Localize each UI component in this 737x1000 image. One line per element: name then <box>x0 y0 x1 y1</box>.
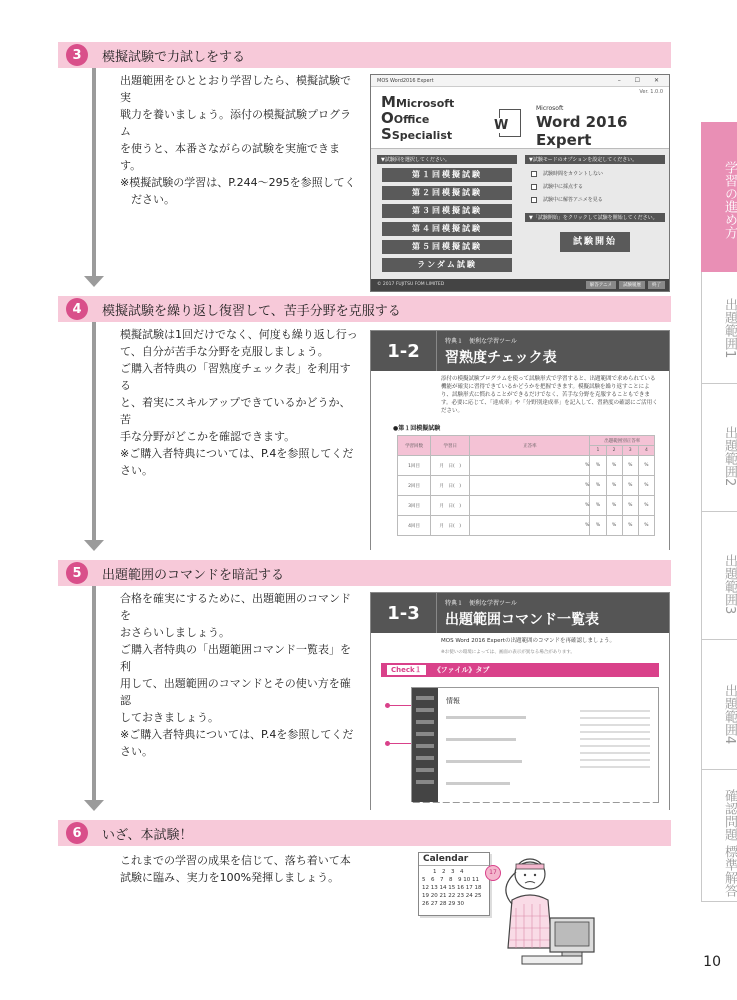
placeholder-line <box>446 782 510 785</box>
option-answer-anime[interactable]: 試験中に解答アニメを見る <box>531 196 665 203</box>
table-row: 3回目 月 日( ) % % % % % <box>398 496 655 516</box>
tab-exam-range-4[interactable] <box>701 640 737 770</box>
step-3-header <box>58 42 671 68</box>
book-excerpt-1-3 <box>370 592 670 810</box>
exam-3-button[interactable]: 第３回模擬試験 <box>382 204 512 218</box>
answer-anime-button[interactable]: 解答アニメ <box>586 281 616 289</box>
flow-arrowhead <box>84 540 104 551</box>
copyright: © 2017 FUJITSU FOM LIMITED <box>377 282 445 287</box>
logo-line: SSpecialist <box>381 125 453 143</box>
option-no-timer[interactable]: 試験時間をカウントしない <box>531 170 665 177</box>
body-line: ご購入者特典の「習熟度チェック表」を利用する <box>120 362 351 392</box>
table-row: 4回目 月 日( ) % % % % % <box>398 516 655 536</box>
logo-line: OOffice <box>381 109 430 127</box>
product-name: Word 2016 Expert <box>536 113 628 149</box>
properties-panel <box>580 710 650 773</box>
exam-2-button[interactable]: 第２回模擬試験 <box>382 186 512 200</box>
tab-exam-range-2[interactable] <box>701 384 737 512</box>
book-header <box>371 331 669 371</box>
table-header-row <box>398 436 655 446</box>
step-5-body <box>120 590 360 760</box>
backstage-heading: 情報 <box>446 697 460 705</box>
step-title: 模擬試験で力試しをする <box>102 49 246 65</box>
callout-line <box>389 743 411 744</box>
check-title: 《ファイル》タブ <box>433 666 490 674</box>
start-prompt: ▼「試験開始」をクリックして試験を開始してください。 <box>525 213 665 222</box>
step-3-body <box>120 72 360 208</box>
step-number: 3 <box>66 44 88 66</box>
section-title: 習熟度チェック表 <box>445 350 557 366</box>
body-line: しておきましょう。 <box>120 711 219 724</box>
book-header <box>371 593 669 633</box>
flow-arrow-line <box>92 322 96 540</box>
body-line: と、着実にスキルアップできているかどうか、苦 <box>120 396 351 426</box>
step-4-header <box>58 296 671 322</box>
product-brand: Microsoft <box>536 105 564 112</box>
step-6-header <box>58 820 671 846</box>
mos-logo <box>381 95 454 143</box>
body-line: 用して、出題範囲のコマンドとその使い方を確認 <box>120 677 351 707</box>
body-line: 合格を確実にするために、出題範囲のコマンドを <box>120 592 351 622</box>
app-header <box>371 87 669 149</box>
step-title: 模擬試験を繰り返し復習して、苦手分野を克服する <box>102 303 401 319</box>
random-exam-button[interactable]: ランダム試験 <box>382 258 512 272</box>
checkbox[interactable] <box>531 197 537 203</box>
tab-label: 確認問題 標準解答 <box>722 788 737 898</box>
exam-1-button[interactable]: 第１回模擬試験 <box>382 168 512 182</box>
tab-exam-range-3[interactable] <box>701 512 737 640</box>
body-line: ださい。 <box>120 193 175 206</box>
flow-arrowhead <box>84 800 104 811</box>
placeholder-line <box>446 716 526 719</box>
app-version: Ver. 1.0.0 <box>639 89 663 95</box>
product-title <box>536 105 669 149</box>
column-header: 学習回数 <box>398 436 431 456</box>
step-title: 出題範囲のコマンドを暗記する <box>102 567 285 583</box>
backstage-sidebar <box>412 688 438 802</box>
person-at-computer-icon <box>412 848 612 968</box>
calendar-title: Calendar <box>419 853 489 866</box>
column-header: 正答率 <box>470 436 590 456</box>
tab-review-questions[interactable] <box>701 770 737 902</box>
body-line: ※模擬試験の学習は、P.244～295を参照してく <box>120 176 356 189</box>
body-line: 模擬試験は1回だけでなく、何度も繰り返し行っ <box>120 328 358 341</box>
section-intro: 添付の模擬試験プログラムを使って試験形式で学習すると、出題範囲で求められている機能が確実に習得できているかどうかを把握できます。模擬試験を繰り返すことにより、試験形式に慣れることができるだけでなく、苦手な分野を克服することもできます。必要に応じて、「達成率」や「分野別達成率」を記入して、習熟度の確認にご活用ください。 <box>441 376 658 414</box>
body-line: これまでの学習の成果を信じて、落ち着いて本 <box>120 854 351 867</box>
tab-study-method[interactable] <box>701 122 737 272</box>
section-intro: MOS Word 2016 Expertの出題範囲のコマンドを再確認しましょう。 <box>441 638 615 644</box>
section-subtitle: 特典１ 便利な学習ツール <box>445 600 517 607</box>
step-6-body <box>120 852 360 886</box>
range-col: 1 <box>590 446 606 456</box>
body-line: ご購入者特典の「出題範囲コマンド一覧表」を利 <box>120 643 351 673</box>
flow-arrowhead <box>84 276 104 287</box>
select-prompt: ▼試験回を選択してください。 <box>377 155 517 164</box>
body-line: ※ご購入者特典については、P.4を参照してください。 <box>120 447 354 477</box>
start-exam-button[interactable]: 試験開始 <box>560 232 630 252</box>
check-label: Check１ <box>387 665 426 675</box>
column-header: 学習日 <box>431 436 470 456</box>
table-row: 2回目 月 日( ) % % % % % <box>398 476 655 496</box>
student-illustration <box>412 848 612 968</box>
word-document-icon: W <box>499 109 521 137</box>
range-col: 2 <box>606 446 622 456</box>
exam-4-button[interactable]: 第４回模擬試験 <box>382 222 512 236</box>
section-note: ※お使いの環境によっては、画面の表示が異なる場合があります。 <box>441 650 575 655</box>
section-subtitle: 特典１ 便利な学習ツール <box>445 338 517 345</box>
app-footer <box>371 279 669 291</box>
window-buttons: – ☐ ✕ <box>617 77 665 84</box>
step-4-body <box>120 326 360 479</box>
exam-5-button[interactable]: 第５回模擬試験 <box>382 240 512 254</box>
body-line: 戦力を養いましょう。添付の模擬試験プログラム <box>120 108 351 138</box>
options-panel <box>525 155 665 252</box>
step-5-header <box>58 560 671 586</box>
calendar-grid: 1 2 3 4 5 6 7 8 9 10 11 12 13 14 15 16 17 18 19 20 21 22 23 24 25 26 27 28 29 30 <box>422 869 482 907</box>
exam-history-button[interactable]: 試験履歴 <box>619 281 645 289</box>
exit-button[interactable]: 終了 <box>648 281 665 289</box>
option-grade-during[interactable]: 試験中に採点する <box>531 183 665 190</box>
checkbox[interactable] <box>531 171 537 177</box>
body-line: て、自分が苦手な分野を克服しましょう。 <box>120 345 329 358</box>
check-bar <box>381 663 659 677</box>
range-col: 4 <box>638 446 654 456</box>
placeholder-line <box>446 760 522 763</box>
body-line: を使うと、本番さながらの試験を実施できます。 <box>120 142 340 172</box>
callout-line <box>389 705 411 706</box>
score-table <box>397 435 655 536</box>
tab-label: 出題範囲1 <box>722 297 737 359</box>
tab-exam-range-1[interactable] <box>701 272 737 384</box>
options-prompt: ▼試験モードのオプションを設定してください。 <box>525 155 665 164</box>
tab-label: 学習の進め方 <box>722 161 737 239</box>
torn-edge <box>371 542 669 550</box>
step-title: いざ、本試験！ <box>102 827 193 843</box>
body-line: おさらいしましょう。 <box>120 626 230 639</box>
page-number: 10 <box>703 954 721 970</box>
app-window-title: MOS Word2016 Expert <box>377 78 434 84</box>
checkbox[interactable] <box>531 184 537 190</box>
torn-edge <box>371 802 669 810</box>
tab-label: 出題範囲4 <box>722 683 737 745</box>
logo-line: MMicrosoft <box>381 93 455 111</box>
placeholder-line <box>446 738 516 741</box>
body-line: 出題範囲をひととおり学習したら、模擬試験で実 <box>120 74 351 104</box>
section-number: 1-2 <box>371 331 437 371</box>
step-number: 5 <box>66 562 88 584</box>
exam-app-screenshot <box>370 74 670 292</box>
tab-label: 出題範囲2 <box>722 425 737 487</box>
table-caption: ●第１回模擬試験 <box>393 425 441 432</box>
flow-arrow-line <box>92 586 96 800</box>
book-excerpt-1-2 <box>370 330 670 550</box>
column-header: 出題範囲別正答率 <box>590 436 655 446</box>
word-backstage-screenshot <box>411 687 659 803</box>
range-col: 3 <box>622 446 638 456</box>
body-line: 試験に臨み、実力を100%発揮しましょう。 <box>120 871 340 884</box>
flow-arrow-line <box>92 68 96 276</box>
body-line: 手な分野がどこかを確認できます。 <box>120 430 296 443</box>
circled-date: 17 <box>485 865 501 881</box>
section-title: 出題範囲コマンド一覧表 <box>445 612 599 628</box>
step-number: 6 <box>66 822 88 844</box>
exam-select-panel <box>377 155 517 272</box>
tab-label: 出題範囲3 <box>722 553 737 615</box>
body-line: ※ご購入者特典については、P.4を参照してください。 <box>120 728 354 758</box>
step-number: 4 <box>66 298 88 320</box>
app-titlebar <box>371 75 669 87</box>
table-row: 1回目 月 日( ) % % % % % <box>398 456 655 476</box>
section-number: 1-3 <box>371 593 437 633</box>
